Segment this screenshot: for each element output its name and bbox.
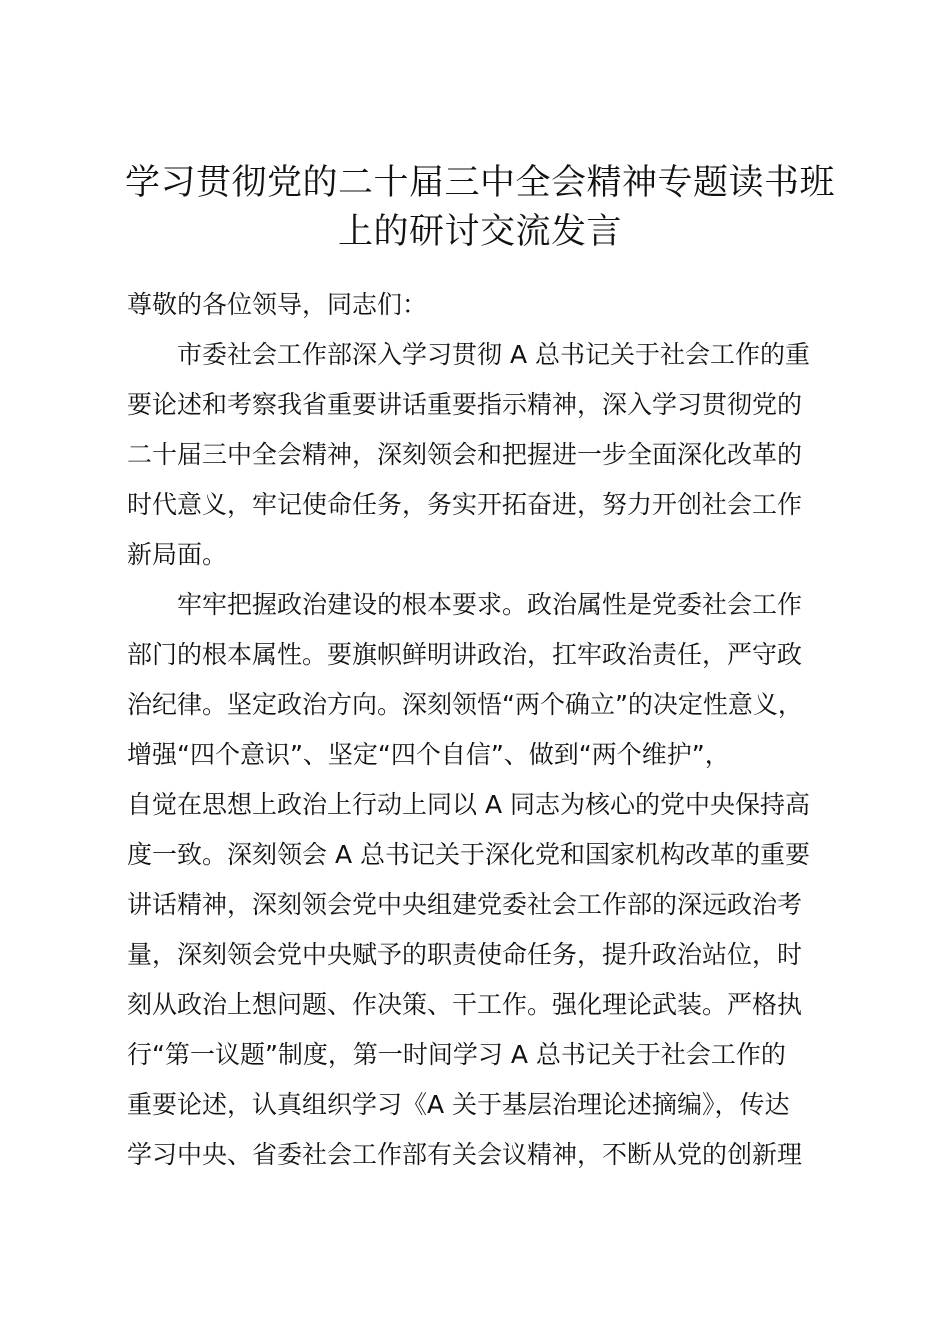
salutation: 尊敬的各位领导，同志们： bbox=[127, 290, 428, 319]
paragraph-2-line: 行“第一议题”制度，第一时间学习 A 总书记关于社会工作的 bbox=[127, 1040, 786, 1069]
paragraph-1-line: 新局面。 bbox=[127, 540, 228, 569]
paragraph-2-line: 治纪律。坚定政治方向。深刻领悟“两个确立”的决定性意义， bbox=[127, 690, 803, 719]
paragraph-2-line: 量，深刻领会党中央赋予的职责使命任务，提升政治站位，时 bbox=[127, 940, 803, 969]
paragraph-1-line: 要论述和考察我省重要讲话重要指示精神，深入学习贯彻党的 bbox=[127, 390, 803, 419]
paragraph-1-line: 市委社会工作部深入学习贯彻 A 总书记关于社会工作的重 bbox=[127, 340, 810, 369]
paragraph-2-line: 度一致。深刻领会 A 总书记关于深化党和国家机构改革的重要 bbox=[127, 840, 810, 869]
paragraph-2-line: 讲话精神，深刻领会党中央组建党委社会工作部的深远政治考 bbox=[127, 890, 803, 919]
paragraph-2-line: 牢牢把握政治建设的根本要求。政治属性是党委社会工作 bbox=[127, 590, 803, 619]
paragraph-1-line: 二十届三中全会精神，深刻领会和把握进一步全面深化改革的 bbox=[127, 440, 803, 469]
paragraph-2-line: 学习中央、省委社会工作部有关会议精神，不断从党的创新理 bbox=[127, 1140, 803, 1169]
document-title-line-1: 学习贯彻党的二十届三中全会精神专题读书班 bbox=[124, 163, 835, 203]
paragraph-2-line: 刻从政治上想问题、作决策、干工作。强化理论武装。严格执 bbox=[127, 990, 803, 1019]
paragraph-1-line: 时代意义，牢记使命任务，务实开拓奋进，努力开创社会工作 bbox=[127, 490, 803, 519]
paragraph-2-line: 重要论述，认真组织学习《A 关于基层治理论述摘编》，传达 bbox=[127, 1090, 790, 1119]
paragraph-2-line: 自觉在思想上政治上行动上同以 A 同志为核心的党中央保持高 bbox=[127, 790, 810, 819]
paragraph-2-line: 部门的根本属性。要旗帜鲜明讲政治，扛牢政治责任，严守政 bbox=[127, 640, 803, 669]
paragraph-2-line: 增强“四个意识”、坚定“四个自信”、做到“两个维护”， bbox=[127, 740, 730, 769]
document-title-line-2: 上的研讨交流发言 bbox=[337, 212, 622, 252]
